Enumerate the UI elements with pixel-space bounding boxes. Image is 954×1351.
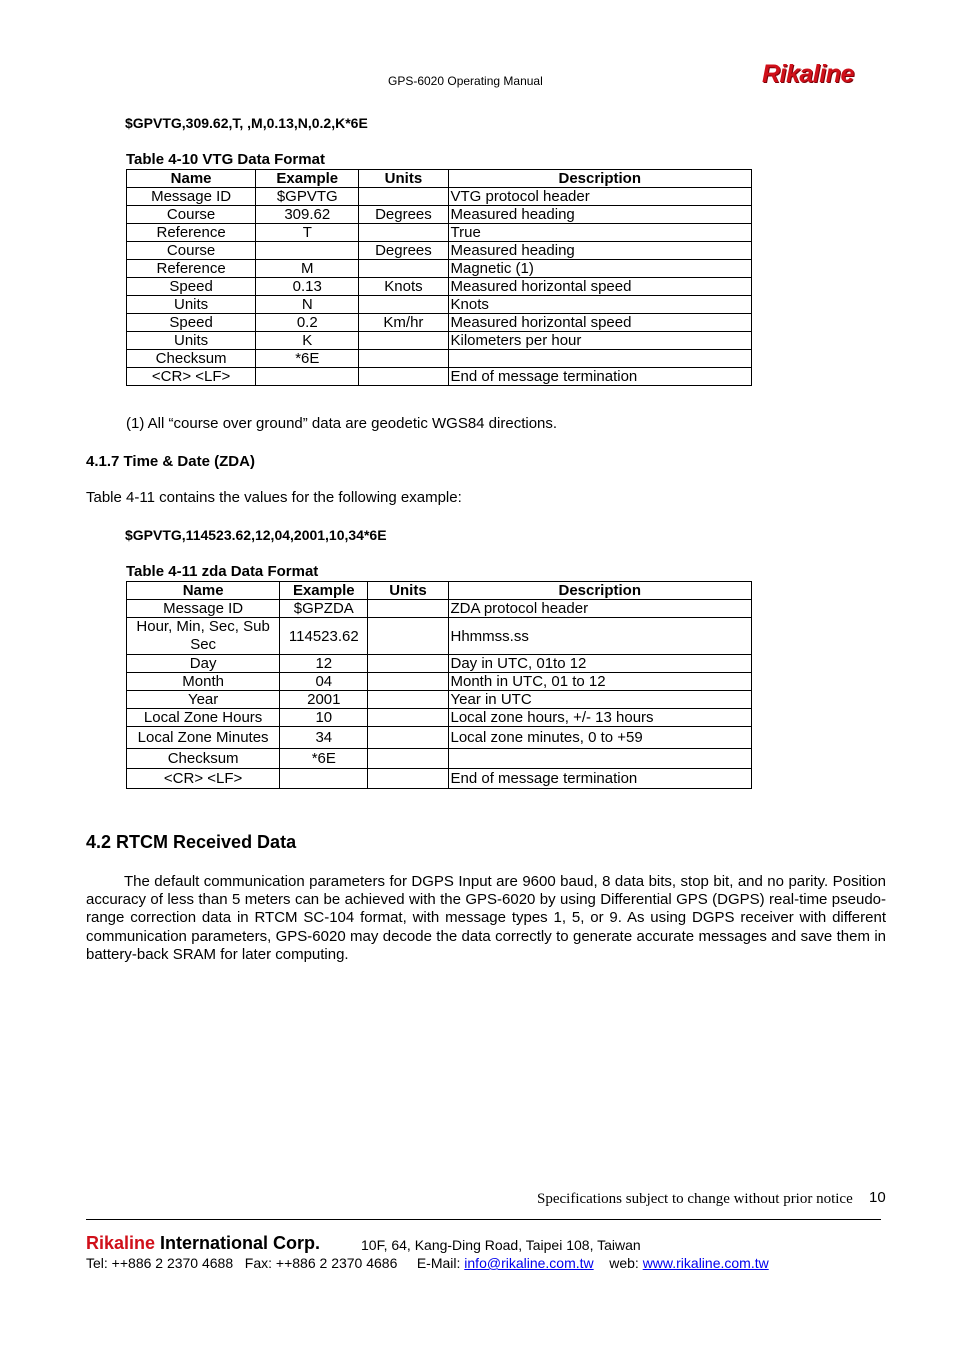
cell-units — [368, 600, 448, 618]
cell-description: ZDA protocol header — [448, 600, 752, 618]
cell-description: Kilometers per hour — [448, 332, 752, 350]
column-header-example: Example — [256, 170, 359, 188]
cell-units: Degrees — [359, 206, 448, 224]
cell-description: Day in UTC, 01to 12 — [448, 655, 752, 673]
rtcm-paragraph — [86, 873, 886, 964]
cell-example: 10 — [280, 709, 368, 727]
table-row — [127, 368, 752, 386]
cell-name: Course — [127, 242, 256, 260]
table-row — [127, 260, 752, 278]
cell-name: Month — [127, 673, 280, 691]
page-number: 10 — [869, 1189, 886, 1206]
table-row — [127, 600, 752, 618]
column-header-name: Name — [127, 582, 280, 600]
cell-name: Local Zone Minutes — [127, 727, 280, 749]
web-label: web: — [593, 1255, 643, 1271]
cell-example — [256, 368, 359, 386]
tel-fax: Tel: ++886 2 2370 4688 Fax: ++886 2 2370 4686 E-Mail: — [86, 1255, 465, 1271]
cell-description: VTG protocol header — [448, 188, 752, 206]
cell-description: Measured heading — [448, 242, 752, 260]
cell-units: Knots — [359, 278, 448, 296]
cell-units: Km/hr — [359, 314, 448, 332]
table-header-row — [127, 582, 752, 600]
cell-description: Measured horizontal speed — [448, 314, 752, 332]
cell-description: Magnetic (1) — [448, 260, 752, 278]
cell-name: Speed — [127, 278, 256, 296]
table-row — [127, 206, 752, 224]
cell-name: Speed — [127, 314, 256, 332]
cell-name: Units — [127, 332, 256, 350]
cell-name: Year — [127, 691, 280, 709]
cell-description: Hhmmss.ss — [448, 618, 752, 655]
table-row — [127, 242, 752, 260]
cell-name: Units — [127, 296, 256, 314]
zda-heading: 4.1.7 Time & Date (ZDA) — [86, 453, 255, 470]
column-header-description: Description — [448, 170, 752, 188]
table-row — [127, 188, 752, 206]
column-header-example: Example — [280, 582, 368, 600]
table-row — [127, 691, 752, 709]
table-row — [127, 296, 752, 314]
cell-units — [359, 188, 448, 206]
cell-description: Year in UTC — [448, 691, 752, 709]
cell-units — [359, 260, 448, 278]
table-row — [127, 769, 752, 789]
column-header-units: Units — [359, 170, 448, 188]
cell-description: Month in UTC, 01 to 12 — [448, 673, 752, 691]
cell-description: Measured heading — [448, 206, 752, 224]
cell-units — [359, 224, 448, 242]
table-row — [127, 224, 752, 242]
cell-description: True — [448, 224, 752, 242]
table-header-row — [127, 170, 752, 188]
table-row — [127, 278, 752, 296]
cell-example: 114523.62 — [280, 618, 368, 655]
cell-example: M — [256, 260, 359, 278]
contact-line — [86, 1255, 769, 1271]
cell-name: Checksum — [127, 749, 280, 769]
cell-units — [359, 332, 448, 350]
cell-example: 34 — [280, 727, 368, 749]
column-header-description: Description — [448, 582, 752, 600]
cell-description: Local zone hours, +/- 13 hours — [448, 709, 752, 727]
cell-name: <CR> <LF> — [127, 368, 256, 386]
cell-name: Hour, Min, Sec, Sub Sec — [127, 618, 280, 655]
cell-example: 0.2 — [256, 314, 359, 332]
cell-units — [368, 749, 448, 769]
cell-units — [368, 673, 448, 691]
cell-example: 12 — [280, 655, 368, 673]
web-link[interactable]: www.rikaline.com.tw — [642, 1255, 769, 1271]
cell-name: Message ID — [127, 600, 280, 618]
cell-name: Checksum — [127, 350, 256, 368]
cell-description — [448, 749, 752, 769]
cell-name: <CR> <LF> — [127, 769, 280, 789]
column-header-name: Name — [127, 170, 256, 188]
table-row — [127, 350, 752, 368]
cell-units — [368, 709, 448, 727]
cell-units — [368, 769, 448, 789]
header-title: GPS-6020 Operating Manual — [388, 74, 543, 88]
cell-example: $GPVTG — [256, 188, 359, 206]
cell-units — [368, 727, 448, 749]
cell-name: Reference — [127, 224, 256, 242]
table-row — [127, 749, 752, 769]
cell-units — [368, 618, 448, 655]
zda-data-table — [126, 581, 752, 789]
cell-example: *6E — [280, 749, 368, 769]
cell-example — [256, 242, 359, 260]
cell-example: 309.62 — [256, 206, 359, 224]
cell-units — [359, 368, 448, 386]
cell-name: Day — [127, 655, 280, 673]
spec-notice: Specifications subject to change without prior notice — [537, 1191, 853, 1207]
cell-example — [280, 769, 368, 789]
cell-description: Local zone minutes, 0 to +59 — [448, 727, 752, 749]
zda-table-caption: Table 4-11 zda Data Format — [126, 563, 319, 580]
company-name-red: Rikaline — [86, 1233, 156, 1253]
cell-units — [359, 350, 448, 368]
cell-name: Reference — [127, 260, 256, 278]
cell-example: 04 — [280, 673, 368, 691]
cell-example: 0.13 — [256, 278, 359, 296]
vtg-table-caption: Table 4-10 VTG Data Format — [126, 151, 325, 168]
cell-name: Local Zone Hours — [127, 709, 280, 727]
column-header-units: Units — [368, 582, 448, 600]
vtg-example-sentence: $GPVTG,309.62,T, ,M,0.13,N,0.2,K*6E — [125, 115, 368, 131]
rtcm-paragraph-text: The default communication parameters for DGPS Input are 9600 baud, 8 data bits, stop bit, and no parity. Position accuracy of less than 5 meters can be achieved with the GPS-6020 by using Differential GPS (DGPS) real-time pseudo-range correction data in RTCM SC-104 format, with message types 1, 5, or 9. As using DGPS receiver with different communication parameters, GPS-6020 may decode the data correctly to generate accurate messages and save them in battery-back SRAM for later computing. — [86, 873, 886, 963]
cell-name: Course — [127, 206, 256, 224]
cell-description — [448, 350, 752, 368]
company-name — [86, 1233, 320, 1254]
company-name-rest: International Corp. — [155, 1233, 321, 1253]
cell-units — [359, 296, 448, 314]
cell-example: 2001 — [280, 691, 368, 709]
cell-description: Knots — [448, 296, 752, 314]
table-row — [127, 673, 752, 691]
cell-example: K — [256, 332, 359, 350]
cell-name: Message ID — [127, 188, 256, 206]
cell-units: Degrees — [359, 242, 448, 260]
table-row — [127, 709, 752, 727]
email-link[interactable]: info@rikaline.com.tw — [464, 1255, 594, 1271]
rtcm-heading: 4.2 RTCM Received Data — [86, 832, 297, 852]
cell-example: *6E — [256, 350, 359, 368]
zda-intro: Table 4-11 contains the values for the following example: — [86, 489, 462, 506]
rikaline-logo: Rikaline — [762, 60, 854, 88]
company-address: 10F, 64, Kang-Ding Road, Taipei 108, Taiwan — [361, 1237, 641, 1253]
footer-divider — [86, 1219, 881, 1220]
vtg-data-table — [126, 169, 752, 386]
cell-units — [368, 655, 448, 673]
table-row — [127, 727, 752, 749]
cell-description: End of message termination — [448, 368, 752, 386]
zda-example-sentence: $GPVTG,114523.62,12,04,2001,10,34*6E — [125, 527, 387, 543]
vtg-footnote: (1) All “course over ground” data are geodetic WGS84 directions. — [126, 415, 558, 432]
table-row — [127, 655, 752, 673]
table-row — [127, 332, 752, 350]
table-row — [127, 618, 752, 655]
cell-example: T — [256, 224, 359, 242]
cell-example: N — [256, 296, 359, 314]
cell-units — [368, 691, 448, 709]
cell-example: $GPZDA — [280, 600, 368, 618]
table-row — [127, 314, 752, 332]
cell-description: End of message termination — [448, 769, 752, 789]
cell-description: Measured horizontal speed — [448, 278, 752, 296]
